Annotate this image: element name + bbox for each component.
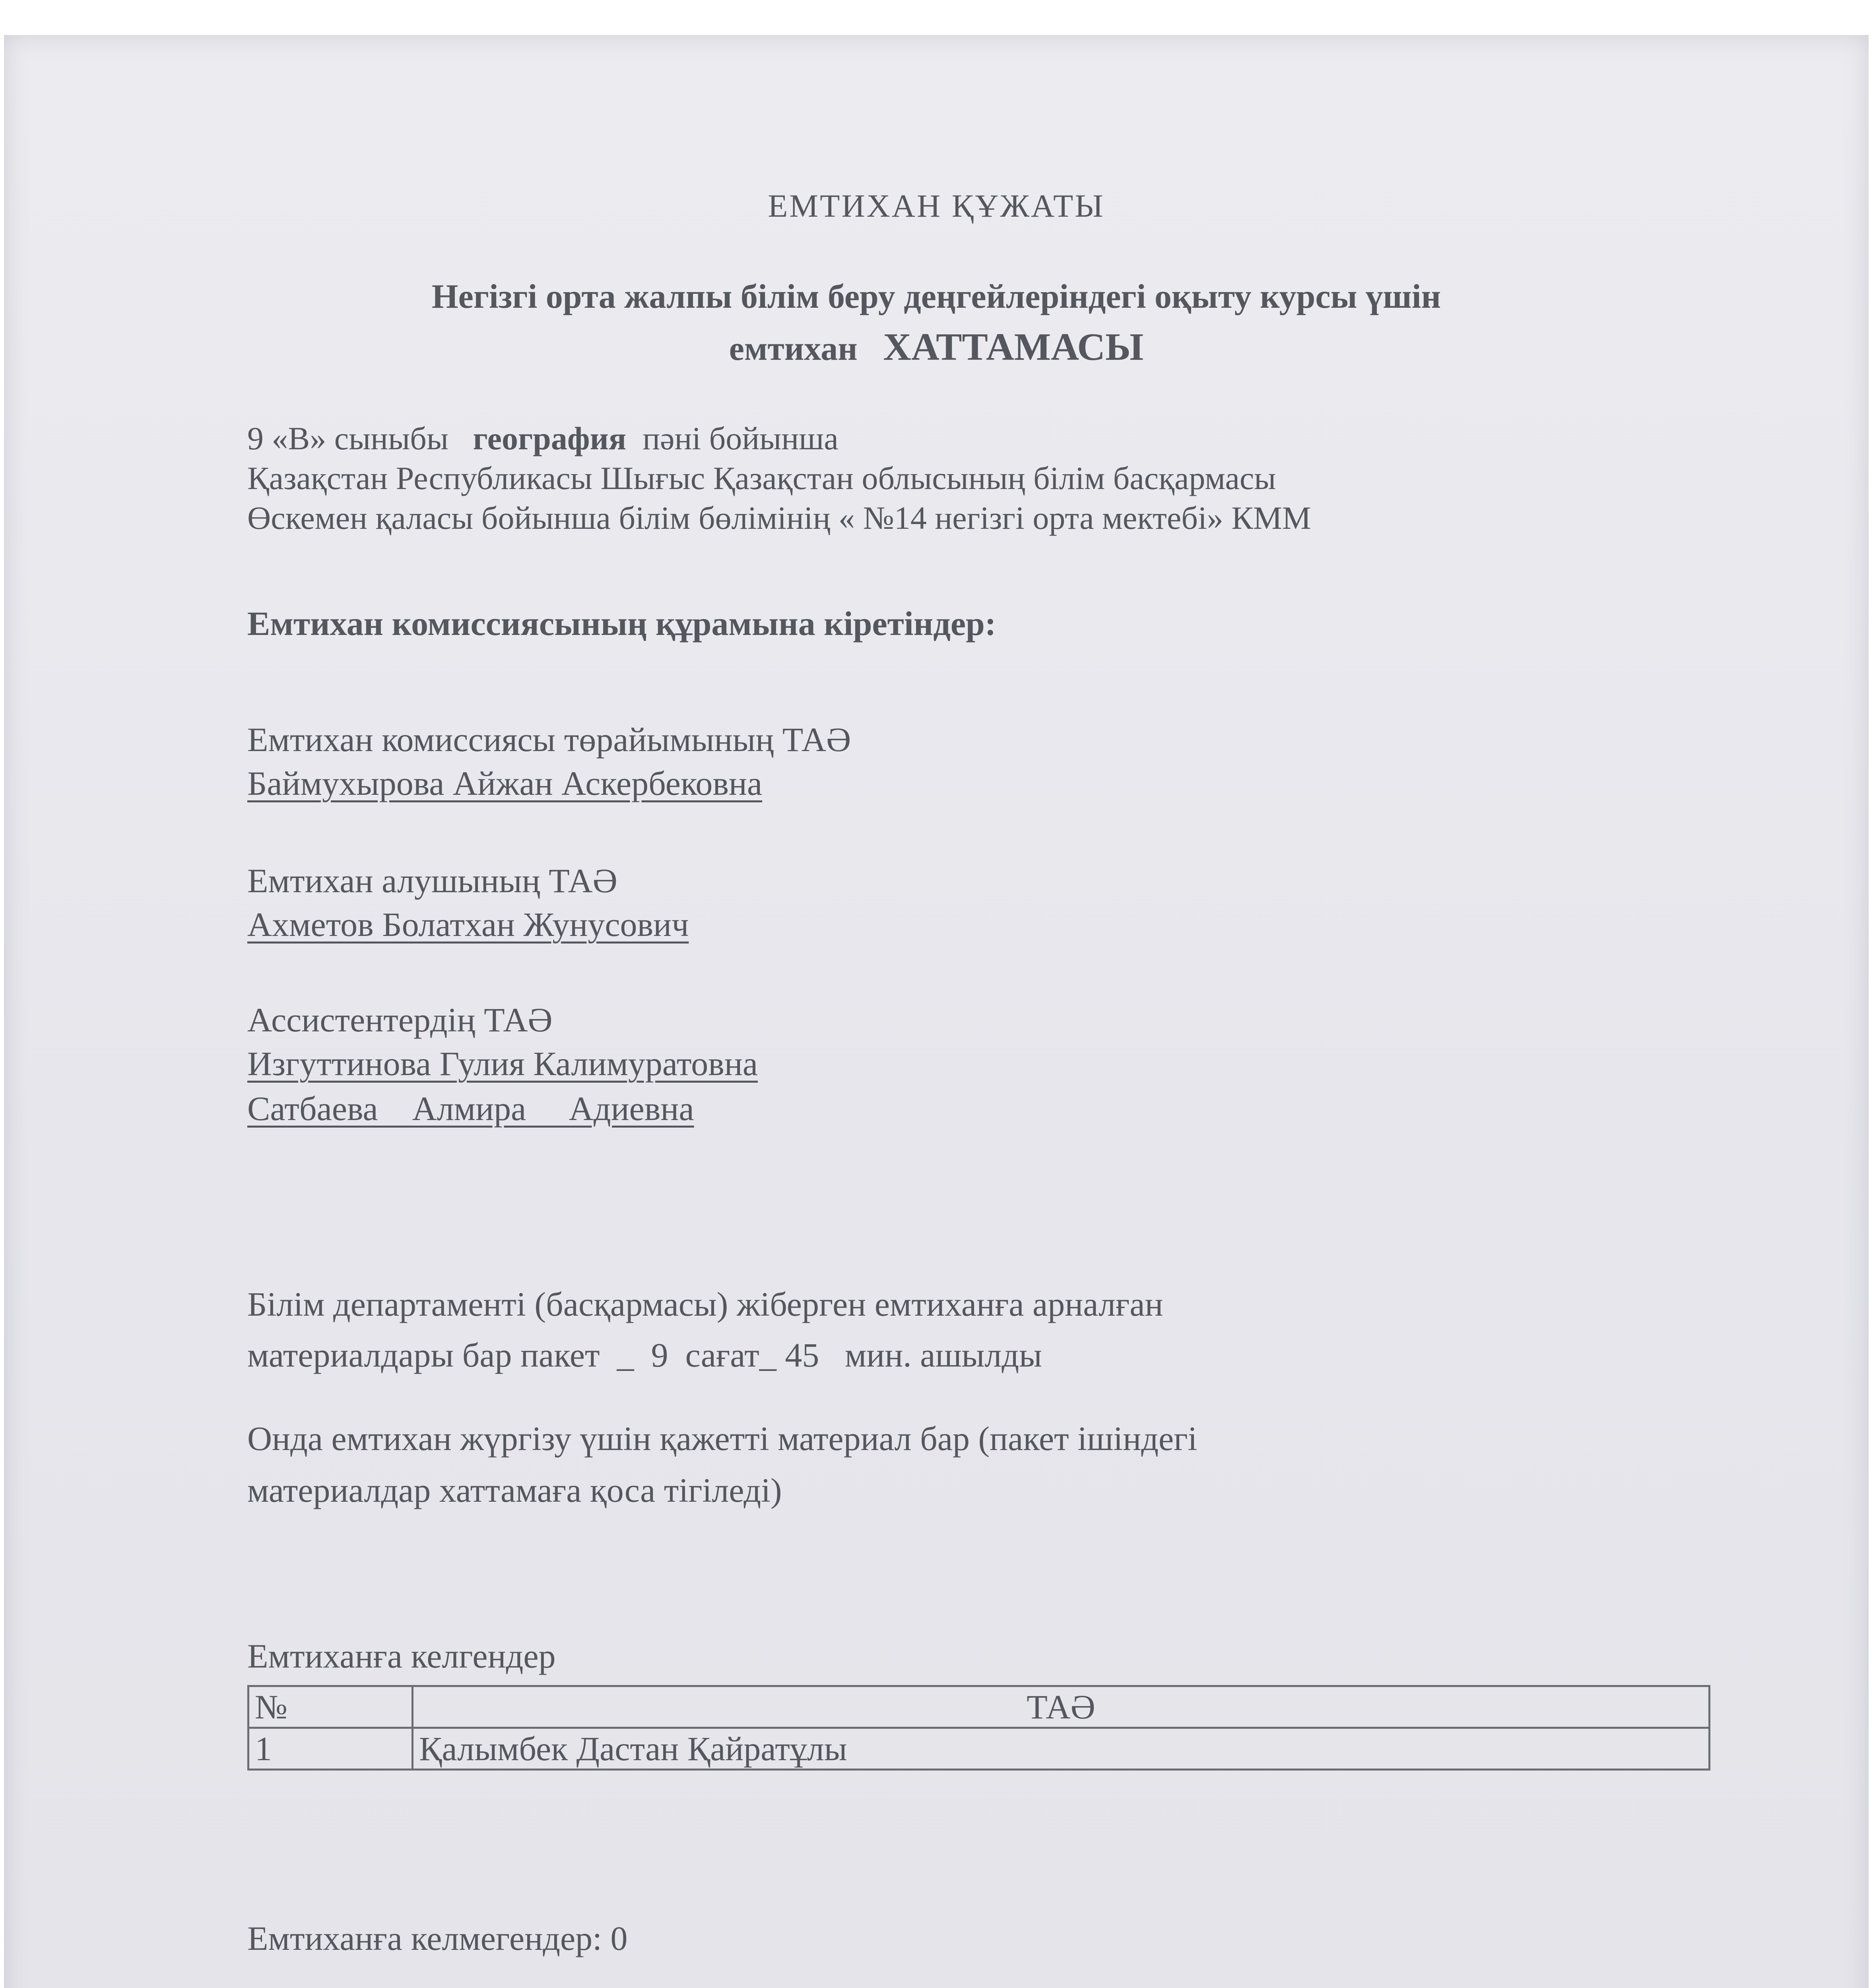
document-type-heading: ЕМТИХАН ҚҰЖАТЫ	[768, 188, 1105, 224]
package-text-line3: Онда емтихан жүргізу үшін қажетті материал бар (пакет ішіндегі	[247, 1419, 1198, 1458]
protocol-title-line2	[4, 326, 1869, 369]
assistants-label: Ассистентердің ТАӘ	[247, 1001, 553, 1039]
protocol-title-prefix: емтихан	[729, 329, 858, 367]
protocol-title-main: ХАТТАМАСЫ	[883, 326, 1144, 369]
school-line: Өскемен қаласы бойынша білім бөлімінің « №14 негізгі орта мектебі» КММ	[247, 500, 1311, 536]
chair-label: Емтихан комиссиясы төрайымының ТАӘ	[247, 720, 851, 759]
examiner-label: Емтихан алушының ТАӘ	[247, 862, 617, 900]
table-row	[248, 1728, 1710, 1770]
assistant-name: Изгуттинова Гулия Калимуратовна	[247, 1044, 758, 1083]
examiner-name: Ахметов Болатхан Жунусович	[247, 905, 689, 944]
column-header-number: №	[248, 1686, 413, 1728]
subject-suffix: пәні бойынша	[642, 420, 838, 456]
assistant-name: Сатбаева Алмира Адиевна	[247, 1089, 694, 1128]
row-number: 1	[248, 1728, 413, 1770]
chair-name: Баймухырова Айжан Аскербековна	[247, 764, 763, 802]
commission-heading: Емтихан комиссиясының құрамына кіретіндер:	[247, 604, 996, 643]
region-line: Қазақстан Республикасы Шығыс Қазақстан облысының білім басқармасы	[247, 460, 1276, 496]
attended-label: Емтиханға келгендер	[247, 1637, 556, 1675]
row-name: Қалымбек Дастан Қайратұлы	[413, 1728, 1710, 1770]
column-header-name: ТАӘ	[413, 1686, 1710, 1728]
package-text-line2: материалдары бар пакет _ 9 сағат_ 45 мин. ашылды	[247, 1336, 1042, 1374]
absent-label: Емтиханға келмегендер: 0	[247, 1919, 628, 1957]
attendees-table	[247, 1685, 1710, 1771]
subject-line	[247, 419, 838, 458]
class-label: 9 «В» сыныбы	[247, 420, 448, 456]
table-header-row	[248, 1686, 1710, 1728]
package-text-line4: материалдар хаттамаға қоса тігіледі)	[247, 1471, 782, 1509]
document-page	[4, 35, 1869, 1988]
package-text-line1: Білім департаменті (басқармасы) жіберген емтиханға арналған	[247, 1285, 1163, 1323]
protocol-title-line1: Негізгі орта жалпы білім беру деңгейлеріндегі оқыту курсы үшін	[431, 277, 1441, 315]
subject-name: география	[473, 420, 627, 456]
